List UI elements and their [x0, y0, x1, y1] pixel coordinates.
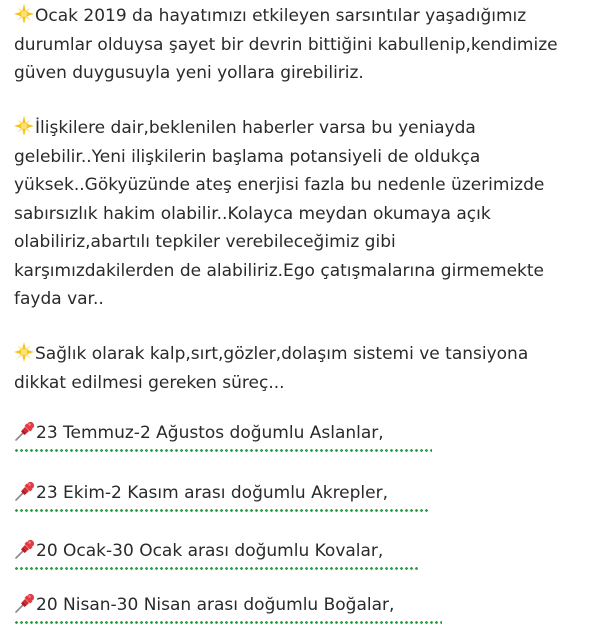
paragraph-line: dikkat edilmesi gereken süreç...: [14, 372, 285, 393]
paragraph-relationships: [14, 114, 600, 314]
list-item: [14, 480, 388, 506]
list-item-text: 20 Nisan-30 Nisan arası doğumlu Boğalar,: [36, 595, 395, 615]
list-item-text: 20 Ocak-30 Ocak arası doğumlu Kovalar,: [36, 541, 384, 561]
pushpin-icon: [14, 592, 36, 614]
paragraph-line: İlişkilere dair,beklenilen haberler varsa bu yeniayda: [35, 118, 476, 138]
sparkle-icon: [14, 4, 34, 24]
paragraph-line: Ocak 2019 da hayatımızı etkileyen sarsıntılar yaşadığımız: [35, 6, 527, 26]
paragraph-line: gelebilir..Yeni ilişkilerin başlama potansiyeli de oldukça: [14, 146, 481, 167]
paragraph-line: olabiliriz,abartılı tepkiler verebileceğimiz gibi: [14, 232, 396, 252]
paragraph-line: sabırsızlık hakim olabilir..Kolayca meydan okumaya açık: [14, 203, 491, 224]
paragraph-january: [14, 2, 600, 88]
pushpin-icon: [14, 538, 36, 560]
dotted-underline: [14, 509, 430, 512]
paragraph-line: fayda var..: [14, 289, 104, 309]
list-item-text: 23 Ekim-2 Kasım arası doğumlu Akrepler,: [36, 483, 389, 503]
paragraph-health: [14, 340, 600, 397]
list-item: [14, 420, 384, 446]
paragraph-line: durumlar olduysa şayet bir devrin bittiğini kabullenip,kendimize: [14, 34, 558, 55]
paragraph-line: karşımızdakilerden de alabiliriz.Ego çatışmalarına girmemekte: [14, 260, 545, 281]
list-item: [14, 592, 394, 618]
pushpin-icon: [14, 420, 36, 442]
dotted-underline: [14, 621, 442, 624]
sparkle-icon: [14, 116, 34, 136]
dotted-underline: [14, 449, 432, 452]
paragraph-line: güven duygusuyla yeni yollara girebiliriz.: [14, 63, 364, 83]
dotted-underline: [14, 567, 418, 570]
paragraph-line: yüksek..Gökyüzünde ateş enerjisi fazla bu nedenle üzerimizde: [14, 175, 545, 195]
pushpin-icon: [14, 480, 36, 502]
list-item: [14, 538, 383, 564]
sparkle-icon: [14, 342, 34, 362]
paragraph-line: Sağlık olarak kalp,sırt,gözler,dolaşım sistemi ve tansiyona: [35, 344, 529, 364]
list-item-text: 23 Temmuz-2 Ağustos doğumlu Aslanlar,: [36, 423, 384, 443]
